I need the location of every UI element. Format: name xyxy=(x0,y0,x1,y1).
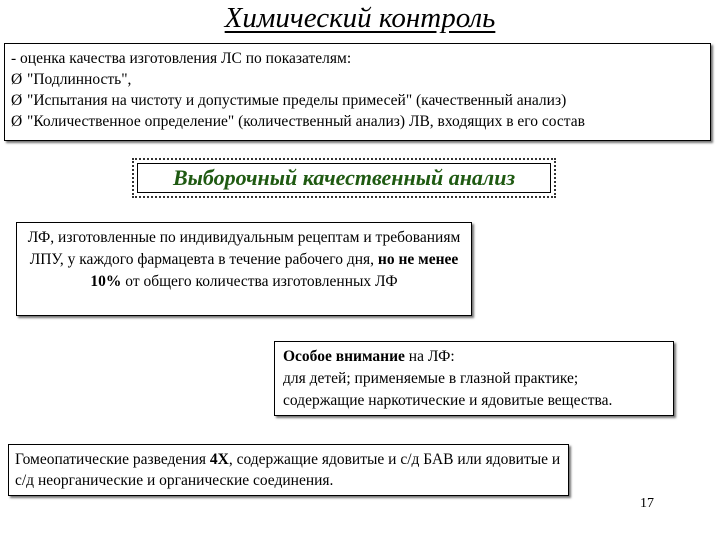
slide-title: Химический контроль xyxy=(224,2,496,34)
arrow-bullet-icon: Ø xyxy=(11,92,23,109)
page-number: 17 xyxy=(640,496,654,511)
criteria-item-text: "Количественное определение" (количественный анализ) ЛВ, входящих в его состав xyxy=(27,113,585,130)
quality-criteria-box xyxy=(4,43,711,141)
criteria-item-text: "Подлинность", xyxy=(27,71,132,88)
attention-line-3: содержащие наркотические и ядовитые вещества. xyxy=(283,392,613,409)
arrow-bullet-icon: Ø xyxy=(11,113,23,130)
homeopathy-box xyxy=(8,444,569,496)
selective-analysis-heading: Выборочный качественный анализ xyxy=(132,158,556,198)
attention-bold: Особое внимание xyxy=(283,348,405,365)
lf-sampling-box xyxy=(16,222,472,316)
criteria-item-text: "Испытания на чистоту и допустимые пределы примесей" (качественный анализ) xyxy=(27,92,567,109)
lf-text-part1: ЛФ, изготовленные по индивидуальным рецептам и требованиям ЛПУ, у каждого фармацевта в течение рабочего дня, xyxy=(27,229,461,268)
lf-text-part2: от общего количества изготовленных ЛФ xyxy=(121,273,398,290)
attention-line-2: для детей; применяемые в глазной практике; xyxy=(283,370,579,387)
attention-line-1 xyxy=(283,346,665,368)
attention-rest: на ЛФ: xyxy=(404,348,455,365)
criteria-item xyxy=(11,90,704,111)
lf-text-bold: но не менее 10% xyxy=(90,251,459,290)
homeopathy-text-part1: Гомеопатические разведения xyxy=(15,451,210,468)
criteria-item xyxy=(11,111,704,132)
homeopathy-text-part2: , содержащие ядовитые и с/д БАВ или ядовитые и с/д неорганические и органические соединения. xyxy=(15,451,561,489)
arrow-bullet-icon: Ø xyxy=(11,71,23,88)
homeopathy-text-bold: 4Х xyxy=(209,451,229,468)
criteria-intro: - оценка качества изготовления ЛС по показателям: xyxy=(11,50,352,67)
criteria-item xyxy=(11,69,704,90)
special-attention-box xyxy=(274,341,674,416)
